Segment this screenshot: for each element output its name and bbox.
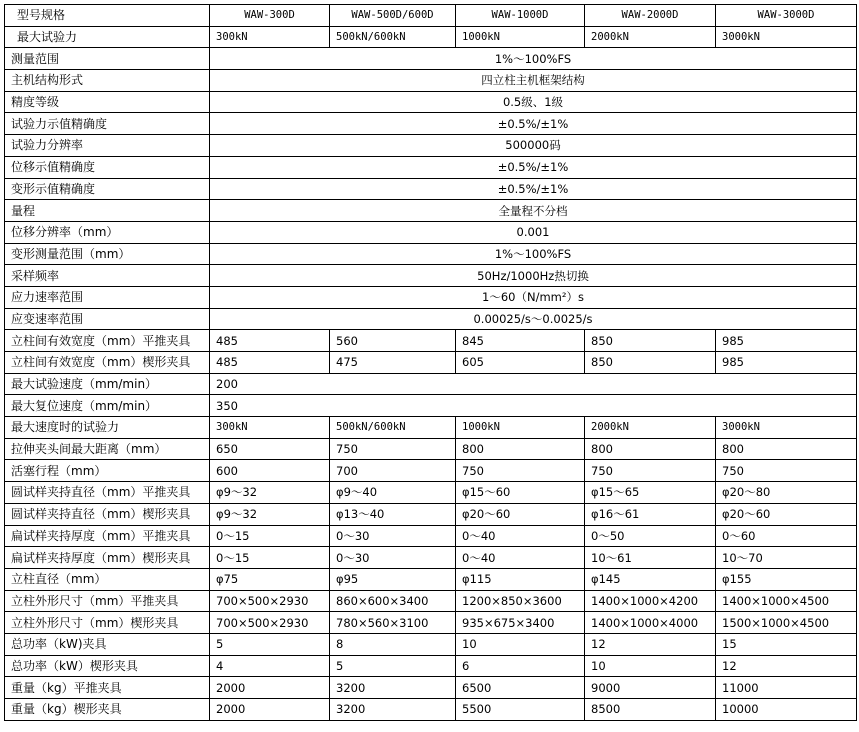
spec-value: 935×675×3400 [456,612,585,634]
row-label: 总功率（kW)夹具 [5,633,210,655]
spec-value: 500kN/600kN [330,417,456,439]
spec-value: 12 [716,655,857,677]
common-spec-row [5,113,857,135]
spec-value: 0～40 [456,547,585,569]
row-label: 应变速率范围 [5,308,210,330]
spec-value: 845 [456,330,585,352]
common-spec-row [5,70,857,92]
common-spec-row [5,156,857,178]
row-label: 立柱间有效宽度（mm）楔形夹具 [5,352,210,374]
spec-value: 800 [456,438,585,460]
spec-value: 1000kN [456,417,585,439]
spec-value: 1400×1000×4000 [585,612,716,634]
common-spec-row [5,308,857,330]
spec-value: 700 [330,460,456,482]
spec-value: 750 [716,460,857,482]
spec-value: 0～15 [210,525,330,547]
spec-value: 300kN [210,26,330,48]
row-label: 扁试样夹持厚度（mm）平推夹具 [5,525,210,547]
model-spec-row [5,612,857,634]
spec-value: 3000kN [716,417,857,439]
row-label: 试验力分辨率 [5,135,210,157]
row-label: 拉伸夹头间最大距离（mm） [5,438,210,460]
spec-value: 10～61 [585,547,716,569]
spec-value: 500000码 [210,135,857,157]
spec-value: 600 [210,460,330,482]
spec-value: 1400×1000×4200 [585,590,716,612]
spec-table [4,4,857,721]
speed-spec-row [5,395,857,417]
model-spec-row [5,525,857,547]
common-spec-row [5,178,857,200]
row-label: 立柱外形尺寸（mm）平推夹具 [5,590,210,612]
spec-value: 0～50 [585,525,716,547]
spec-value: 10 [456,633,585,655]
common-spec-row [5,48,857,70]
spec-value: 2000 [210,699,330,721]
spec-value: 850 [585,330,716,352]
spec-value: 5 [330,655,456,677]
row-label: 精度等级 [5,91,210,113]
spec-value: 860×600×3400 [330,590,456,612]
row-label: 采样频率 [5,265,210,287]
row-label: 变形示值精确度 [5,178,210,200]
row-label: 立柱外形尺寸（mm）楔形夹具 [5,612,210,634]
spec-value: φ9～32 [210,482,330,504]
spec-value: 四立柱主机框架结构 [210,70,857,92]
row-label: 最大试验速度（mm/min） [5,373,210,395]
row-label: 量程 [5,200,210,222]
row-label: 圆试样夹持直径（mm）平推夹具 [5,482,210,504]
spec-value: 0～40 [456,525,585,547]
row-label: 位移示值精确度 [5,156,210,178]
spec-value: 2000kN [585,417,716,439]
spec-value: 350 [210,395,857,417]
spec-value: 0.00025/s～0.0025/s [210,308,857,330]
row-label: 最大复位速度（mm/min） [5,395,210,417]
spec-value: φ20～80 [716,482,857,504]
spec-value: 3000kN [716,26,857,48]
max-force-row [5,26,857,48]
model-name: WAW-300D [210,5,330,27]
spec-value: 4 [210,655,330,677]
row-label: 最大试验力 [5,26,210,48]
model-spec-row [5,590,857,612]
row-label: 立柱直径（mm） [5,568,210,590]
spec-value: ±0.5%/±1% [210,178,857,200]
spec-value: 200 [210,373,857,395]
model-spec-row [5,460,857,482]
spec-value: 2000 [210,677,330,699]
common-spec-row [5,135,857,157]
common-spec-row [5,221,857,243]
spec-value: 700×500×2930 [210,590,330,612]
model-spec-row [5,417,857,439]
spec-value: 15 [716,633,857,655]
row-label: 总功率（kW）楔形夹具 [5,655,210,677]
spec-value: 1%～100%FS [210,243,857,265]
row-label: 应力速率范围 [5,286,210,308]
spec-value: φ115 [456,568,585,590]
spec-value: 6 [456,655,585,677]
spec-value: 985 [716,352,857,374]
spec-value: 985 [716,330,857,352]
model-spec-row [5,677,857,699]
row-label: 最大速度时的试验力 [5,417,210,439]
spec-value: 1400×1000×4500 [716,590,857,612]
spec-value: 5 [210,633,330,655]
spec-value: 12 [585,633,716,655]
spec-value: 3200 [330,699,456,721]
model-name: WAW-3000D [716,5,857,27]
spec-value: 780×560×3100 [330,612,456,634]
spec-value: 650 [210,438,330,460]
common-spec-row [5,265,857,287]
spec-value: 50Hz/1000Hz热切换 [210,265,857,287]
spec-value: 11000 [716,677,857,699]
spec-value: 500kN/600kN [330,26,456,48]
spec-value: 1～60（N/mm²）s [210,286,857,308]
row-label: 重量（kg）楔形夹具 [5,699,210,721]
model-spec-row [5,699,857,721]
spec-value: ±0.5%/±1% [210,113,857,135]
speed-spec-row [5,373,857,395]
spec-value: 0～30 [330,525,456,547]
common-spec-row [5,91,857,113]
model-spec-row [5,330,857,352]
row-label: 变形测量范围（mm） [5,243,210,265]
spec-value: 8500 [585,699,716,721]
spec-value: 1500×1000×4500 [716,612,857,634]
spec-value: 750 [456,460,585,482]
model-header-row [5,5,857,27]
spec-value: 0.5级、1级 [210,91,857,113]
model-spec-row [5,352,857,374]
spec-value: 1200×850×3600 [456,590,585,612]
spec-value: 0～60 [716,525,857,547]
row-label: 试验力示值精确度 [5,113,210,135]
spec-value: φ15～65 [585,482,716,504]
spec-value: 850 [585,352,716,374]
spec-value: φ20～60 [456,503,585,525]
spec-value: φ9～32 [210,503,330,525]
model-spec-row [5,655,857,677]
spec-value: φ15～60 [456,482,585,504]
spec-value: ±0.5%/±1% [210,156,857,178]
spec-value: φ75 [210,568,330,590]
spec-value: φ9～40 [330,482,456,504]
model-name: WAW-1000D [456,5,585,27]
spec-value: φ13～40 [330,503,456,525]
spec-value: 6500 [456,677,585,699]
model-name: WAW-500D/600D [330,5,456,27]
spec-value: 475 [330,352,456,374]
model-spec-row [5,633,857,655]
row-label: 位移分辨率（mm） [5,221,210,243]
spec-value: 750 [330,438,456,460]
spec-value: 8 [330,633,456,655]
spec-value: 9000 [585,677,716,699]
row-label: 型号规格 [5,5,210,27]
model-spec-row [5,568,857,590]
spec-value: 750 [585,460,716,482]
model-spec-row [5,438,857,460]
spec-value: 485 [210,330,330,352]
spec-value: 485 [210,352,330,374]
spec-value: 560 [330,330,456,352]
spec-value: 2000kN [585,26,716,48]
row-label: 重量（kg）平推夹具 [5,677,210,699]
spec-value: 800 [585,438,716,460]
model-spec-row [5,482,857,504]
spec-value: 10 [585,655,716,677]
spec-value: 605 [456,352,585,374]
spec-value: 0.001 [210,221,857,243]
spec-value: φ20～60 [716,503,857,525]
common-spec-row [5,200,857,222]
spec-value: 300kN [210,417,330,439]
row-label: 测量范围 [5,48,210,70]
row-label: 立柱间有效宽度（mm）平推夹具 [5,330,210,352]
row-label: 主机结构形式 [5,70,210,92]
row-label: 扁试样夹持厚度（mm）楔形夹具 [5,547,210,569]
model-spec-row [5,503,857,525]
spec-value: φ16～61 [585,503,716,525]
row-label: 活塞行程（mm） [5,460,210,482]
common-spec-row [5,286,857,308]
spec-value: 全量程不分档 [210,200,857,222]
spec-value: 3200 [330,677,456,699]
row-label: 圆试样夹持直径（mm）楔形夹具 [5,503,210,525]
spec-value: 5500 [456,699,585,721]
spec-value: 1%～100%FS [210,48,857,70]
spec-value: 10000 [716,699,857,721]
spec-value: 700×500×2930 [210,612,330,634]
spec-value: 800 [716,438,857,460]
spec-table-body [5,5,857,721]
common-spec-row [5,243,857,265]
model-spec-row [5,547,857,569]
model-name: WAW-2000D [585,5,716,27]
spec-value: 0～15 [210,547,330,569]
spec-value: φ155 [716,568,857,590]
spec-value: 0～30 [330,547,456,569]
spec-value: φ95 [330,568,456,590]
spec-value: 1000kN [456,26,585,48]
spec-value: 10～70 [716,547,857,569]
spec-value: φ145 [585,568,716,590]
